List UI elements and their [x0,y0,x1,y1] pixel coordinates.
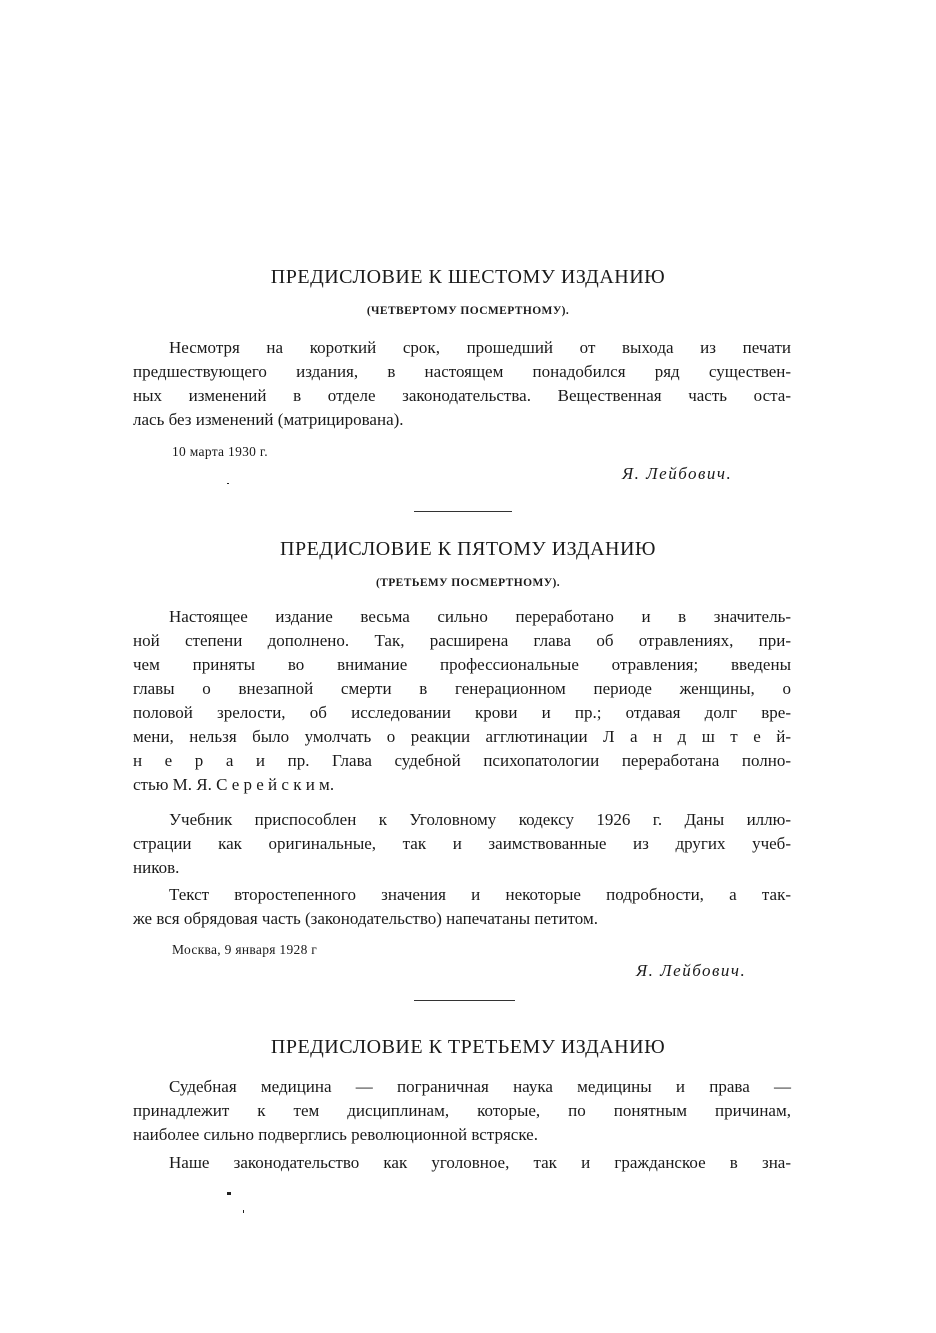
scan-speck [227,483,229,484]
preface-sixth-paragraph [133,336,791,432]
text-line: Судебная медицина — пограничная наука медицины и права — [169,1077,791,1096]
text-line: же вся обрядовая часть (законодательство) напечатаны петитом. [133,909,598,928]
text-line: Несмотря на короткий срок, прошедший от выхода из печати [169,338,791,357]
preface-fifth-title: ПРЕДИСЛОВИЕ К ПЯТОМУ ИЗДАНИЮ [280,538,656,560]
text-line: принадлежит к тем дисциплинам, которые, по понятным причинам, [133,1101,791,1120]
text-line: наиболее сильно подверглись революционной встряске. [133,1125,538,1144]
text-line: лась без изменений (матрицирована). [133,410,404,429]
preface-fifth-paragraph-2 [133,808,791,880]
scan-speck [243,1210,244,1213]
section-divider [414,511,512,512]
preface-third-title: ПРЕДИСЛОВИЕ К ТРЕТЬЕМУ ИЗДАНИЮ [270,1036,666,1058]
text-line: н е р а и пр. Глава судебной психопатологии переработана полно- [133,751,791,770]
preface-sixth-subtitle: (ЧЕТВЕРТОМУ ПОСМЕРТНОМУ). [366,305,570,317]
text-line: ной степени дополнено. Так, расширена глава об отравлениях, при- [133,631,791,650]
preface-fifth-paragraph-3 [133,883,791,931]
preface-fifth-signature: Я. Лейбович. [636,961,747,980]
text-line: Наше законодательство как уголовное, так и гражданское в зна- [169,1153,791,1172]
text-line: Настоящее издание весьма сильно переработано и в значитель- [169,607,791,626]
text-line: стью М. Я. С е р е й с к и м. [133,775,335,794]
section-divider [414,1000,515,1001]
text-line: ных изменений в отделе законодательства. Вещественная часть оста- [133,386,791,405]
preface-fifth-subtitle: (ТРЕТЬЕМУ ПОСМЕРТНОМУ). [375,577,561,589]
text-line: Текст второстепенного значения и некоторые подробности, а так- [169,885,791,904]
text-line: предшествующего издания, в настоящем понадобился ряд существен- [133,362,791,381]
text-line: чем приняты во внимание профессиональные отравления; введены [133,655,791,674]
scan-speck [227,1192,231,1195]
preface-sixth-title: ПРЕДИСЛОВИЕ К ШЕСТОМУ ИЗДАНИЮ [270,266,666,288]
preface-fifth-paragraph-1 [133,605,791,797]
text-line: ников. [133,858,180,877]
preface-sixth-signature: Я. Лейбович. [622,464,733,483]
preface-third-paragraph-1 [133,1075,791,1147]
text-line: половой зрелости, об исследовании крови и пр.; отдавая долг вре- [133,703,791,722]
preface-third-paragraph-2 [133,1151,791,1175]
preface-sixth-date: 10 марта 1930 г. [172,444,268,459]
text-line: мени, нельзя было умолчать о реакции агглютинации Л а н д ш т е й- [133,727,791,746]
text-line: страции как оригинальные, так и заимствованные из других учеб- [133,834,791,853]
text-line: Учебник приспособлен к Уголовному кодексу 1926 г. Даны иллю- [169,810,791,829]
text-line: главы о внезапной смерти в генерационном периоде женщины, о [133,679,791,698]
preface-fifth-date: Москва, 9 января 1928 г [172,942,318,957]
